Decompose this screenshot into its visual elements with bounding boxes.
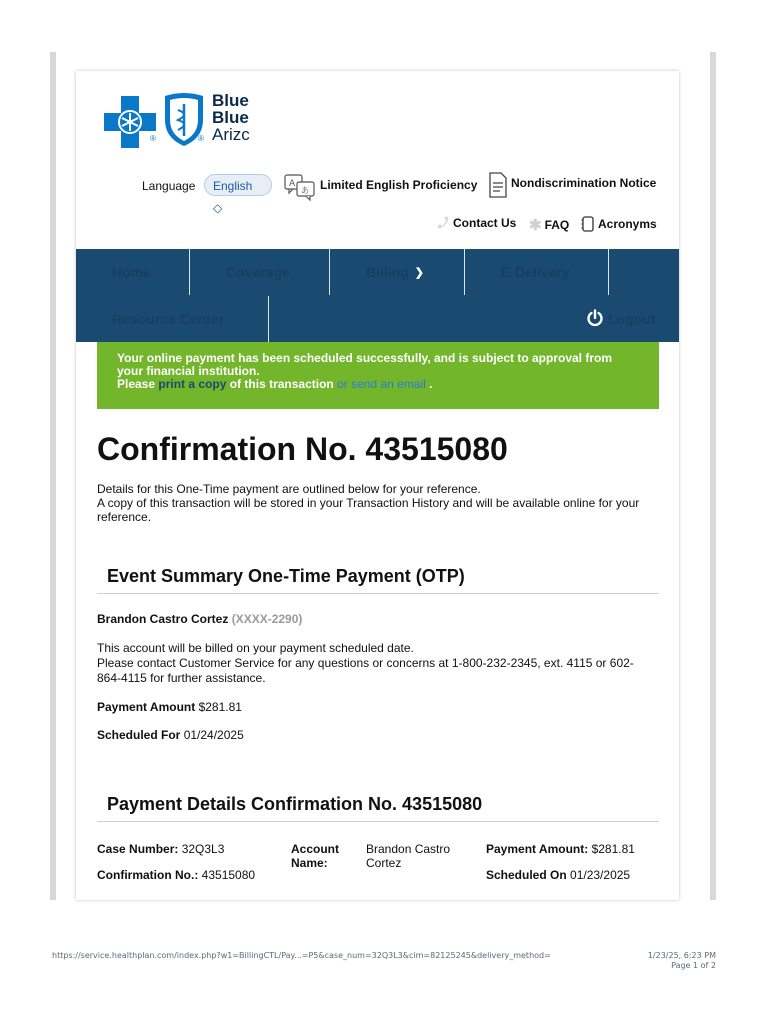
- account-mask: (XXXX-2290): [231, 612, 303, 626]
- phone-icon: [436, 216, 450, 230]
- account-holder: [97, 612, 302, 627]
- scheduled-for-value: 01/24/2025: [183, 728, 244, 742]
- phone-link-2[interactable]: 602-864-4115: [97, 656, 634, 685]
- brand-logo[interactable]: [104, 92, 254, 148]
- confirmation-no-label: Confirmation No.:: [97, 868, 199, 882]
- brand-wordmark: [212, 92, 250, 143]
- billed-text: This account will be billed on your payment scheduled date.: [97, 641, 414, 655]
- banner-mid-text: of this transaction: [229, 377, 334, 391]
- page-edge-right: [710, 52, 716, 900]
- success-banner: [97, 342, 659, 409]
- nav-item-e-delivery[interactable]: [465, 249, 608, 295]
- contact-text-b: , ext. 4115 or: [537, 656, 607, 670]
- payment-details-heading: Payment Details Confirmation No. 43515080: [97, 793, 659, 822]
- faq-link[interactable]: [529, 216, 569, 234]
- billing-notice: [97, 641, 647, 686]
- contact-text: [97, 656, 647, 686]
- main-navigation: [76, 249, 679, 342]
- intro-line-1: Details for this One-Time payment are outlined below for your reference.: [97, 482, 481, 496]
- confirmation-title: Confirmation No. 43515080: [97, 431, 508, 467]
- case-number-value: 32Q3L3: [181, 842, 225, 856]
- confirmation-no-value: 43515080: [201, 868, 256, 882]
- brand-line-1: Blue: [212, 92, 249, 110]
- account-name-label: [291, 842, 346, 870]
- nav-item-label: Coverage: [226, 264, 290, 280]
- nav-item-coverage[interactable]: [190, 249, 329, 295]
- nav-divider: [608, 249, 609, 295]
- nav-item-label: Billing: [366, 264, 409, 280]
- case-number-row: [97, 842, 224, 856]
- contact-us-label: Contact Us: [453, 216, 517, 230]
- nondiscrimination-label: Nondiscrimination Notice: [511, 176, 657, 190]
- brand-line-2: Blue: [212, 108, 249, 127]
- account-name-label-text: Account Name:: [291, 842, 339, 870]
- scheduled-for-label: Scheduled For: [97, 728, 181, 742]
- print-footer-url: https://service.healthplan.com/index.php?w1=BillingCTL/Pay...=P5&case_num=32Q3L3&cim=82125245&delivery_method=: [52, 951, 551, 960]
- payment-amount-detail-label: Payment Amount:: [486, 842, 589, 856]
- book-icon: [581, 216, 595, 232]
- utility-bar: [76, 172, 679, 215]
- power-icon: [586, 309, 604, 327]
- banner-please: Please: [117, 377, 156, 391]
- logout-label: Logout: [607, 311, 656, 327]
- payment-amount-value: $281.81: [198, 700, 242, 714]
- case-number-label: Case Number:: [97, 842, 179, 856]
- confirmation-intro: [97, 482, 657, 524]
- confirmation-no-row: [97, 868, 255, 882]
- nav-item-label: E-Delivery: [501, 264, 570, 280]
- scheduled-for-row: [97, 728, 244, 743]
- print-footer-meta: [648, 951, 716, 971]
- logout-button[interactable]: [586, 296, 655, 342]
- scheduled-on-label: Scheduled On: [486, 868, 567, 882]
- event-summary-heading: Event Summary One-Time Payment (OTP): [97, 565, 659, 594]
- acronyms-label: Acronyms: [598, 217, 657, 231]
- nav-item-label: Home: [112, 264, 151, 280]
- intro-line-2: A copy of this transaction will be stored in your Transaction History and will be available online for your reference.: [97, 496, 640, 524]
- payment-amount-detail: [486, 842, 635, 856]
- phone-link-1[interactable]: 1-800-232-2345: [451, 656, 538, 670]
- language-select[interactable]: English ◇: [204, 174, 272, 196]
- payment-amount-row: [97, 700, 242, 715]
- scheduled-on-row: [486, 868, 630, 882]
- banner-end: .: [429, 377, 433, 391]
- nondiscrimination-link[interactable]: [488, 172, 656, 198]
- chevron-down-icon: ❯: [414, 267, 424, 279]
- scheduled-on-value: 01/23/2025: [570, 868, 631, 882]
- print-copy-link[interactable]: print a copy: [158, 377, 227, 391]
- limited-english-label: Limited English Proficiency: [320, 178, 478, 192]
- limited-english-link[interactable]: [284, 172, 477, 202]
- nav-item-home[interactable]: [76, 249, 189, 295]
- contact-us-link[interactable]: [436, 216, 516, 230]
- svg-text:A: A: [289, 179, 296, 189]
- payment-amount-label: Payment Amount: [97, 700, 196, 714]
- translate-icon: [284, 174, 317, 202]
- brand-line-3: Arizc: [212, 125, 250, 143]
- nav-divider: [268, 296, 269, 342]
- asterisk-icon: ✱: [529, 217, 542, 234]
- utility-bar-secondary: [76, 214, 679, 236]
- language-label: Language: [142, 179, 196, 193]
- contact-text-c: for further assistance.: [150, 671, 266, 685]
- registered-mark-icon: ®: [150, 134, 156, 143]
- print-page-number: Page 1 of 2: [671, 961, 716, 970]
- faq-label: FAQ: [544, 218, 570, 232]
- payment-amount-detail-value: $281.81: [591, 842, 635, 856]
- nav-item-resource-center[interactable]: [76, 296, 268, 342]
- printed-page: [76, 71, 679, 900]
- print-datetime: 1/23/25, 6:23 PM: [647, 951, 716, 960]
- page-edge-left: [50, 52, 56, 900]
- contact-text-a: Please contact Customer Service for any questions or concerns at: [97, 656, 449, 670]
- blue-cross-icon: [104, 96, 156, 148]
- registered-mark-icon: ®: [198, 134, 204, 143]
- nav-item-label: Resource Center: [112, 311, 225, 327]
- svg-text:あ: あ: [301, 186, 309, 195]
- send-email-link[interactable]: or send an email: [337, 377, 426, 391]
- document-icon: [488, 172, 508, 198]
- banner-message: Your online payment has been scheduled successfully, and is subject to approval from your financial institution.: [117, 351, 613, 378]
- acronyms-link[interactable]: [581, 216, 657, 232]
- account-holder-name: Brandon Castro Cortez: [97, 612, 229, 626]
- account-name-value: Brandon Castro Cortez: [366, 842, 451, 870]
- nav-item-billing[interactable]: [330, 249, 464, 295]
